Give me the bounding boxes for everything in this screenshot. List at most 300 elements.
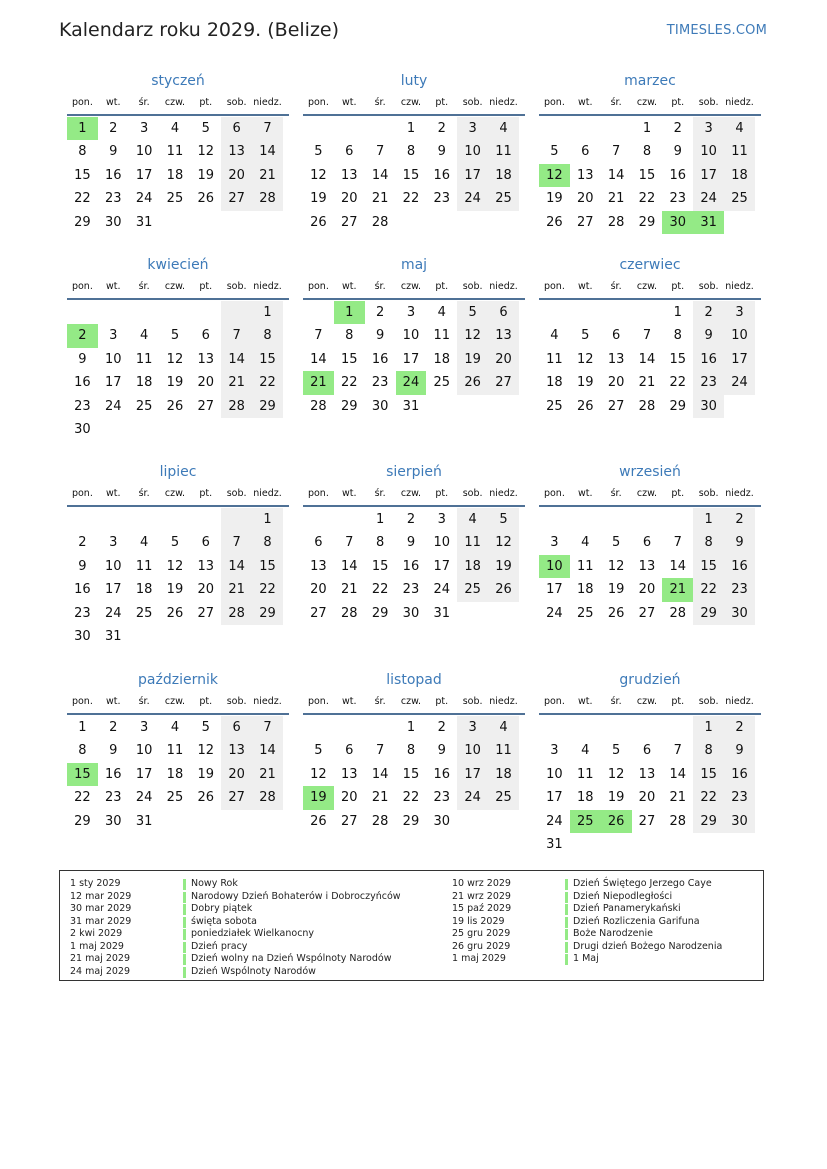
day-cell: 30	[433, 813, 451, 829]
legend-holiday-name: Dobry piątek	[191, 903, 253, 914]
brand-link[interactable]: TIMESLES.COM	[666, 23, 767, 38]
day-cell: 18	[166, 766, 184, 782]
day-cell: 5	[201, 720, 210, 735]
day-cell: 3	[550, 743, 559, 759]
day-cell: 10	[539, 555, 570, 578]
day-cell: 23	[104, 191, 122, 207]
day-cell: 25	[135, 398, 153, 414]
legend-date: 12 mar 2029	[70, 890, 132, 902]
day-cell: 5	[201, 121, 210, 136]
day-cell: 29	[340, 398, 358, 414]
day-cell: 27	[576, 214, 594, 230]
empty-cell	[303, 301, 334, 324]
day-cell: 8	[406, 743, 416, 759]
weekday-label: niedz.	[725, 281, 754, 292]
day-cell: 19	[310, 191, 327, 207]
day-cell: 30	[402, 605, 420, 621]
day-cell: 13	[576, 167, 594, 183]
day-cell: 2	[693, 301, 724, 324]
legend-holiday-name: Dzień pracy	[191, 940, 248, 952]
day-grid	[67, 301, 283, 441]
weekday-label: sob.	[462, 281, 483, 292]
empty-cell	[632, 716, 663, 739]
day-cell: 5	[550, 144, 559, 160]
day-grid	[303, 716, 519, 833]
weekday-label: wt.	[342, 488, 357, 499]
day-cell: 3	[109, 328, 118, 344]
day-cell: 29	[252, 395, 283, 418]
day-cell: 17	[546, 582, 563, 598]
day-cell: 20	[221, 164, 252, 187]
day-cell: 10	[724, 324, 755, 347]
empty-cell	[190, 301, 221, 324]
day-cell: 24	[104, 398, 122, 414]
legend-marker	[565, 879, 568, 890]
day-cell: 8	[673, 328, 682, 344]
page-title: Kalendarz roku 2029. (Belize)	[59, 19, 340, 41]
day-cell: 1	[642, 121, 652, 136]
day-cell: 16	[104, 167, 122, 183]
day-cell: 17	[135, 167, 153, 183]
day-cell: 7	[252, 117, 283, 140]
empty-cell	[221, 301, 252, 324]
day-cell: 28	[221, 395, 252, 418]
day-cell: 26	[546, 214, 563, 230]
day-cell: 20	[340, 191, 358, 207]
legend-row	[442, 953, 722, 966]
day-cell: 31	[104, 628, 122, 644]
day-cell: 29	[74, 214, 91, 230]
day-cell: 22	[252, 371, 283, 394]
day-cell: 27	[310, 605, 327, 621]
empty-cell	[252, 625, 283, 648]
weekday-label: wt.	[578, 696, 593, 707]
day-cell: 22	[74, 790, 91, 806]
empty-cell	[303, 716, 334, 739]
day-cell: 9	[78, 351, 87, 367]
day-cell: 12	[607, 766, 625, 782]
day-cell: 9	[109, 144, 118, 160]
legend-date: 10 wrz 2029	[452, 878, 511, 889]
month-block	[539, 70, 761, 234]
empty-cell	[160, 625, 191, 648]
empty-cell	[601, 301, 632, 324]
empty-cell	[303, 508, 334, 531]
legend-holiday-name: Nowy Rok	[191, 878, 238, 889]
weekday-label: niedz.	[725, 97, 754, 108]
day-cell: 28	[221, 602, 252, 625]
day-cell: 6	[345, 144, 354, 160]
day-cell: 14	[221, 555, 252, 578]
day-cell: 29	[252, 602, 283, 625]
day-cell: 21	[607, 191, 625, 207]
day-cell: 21	[371, 191, 389, 207]
day-cell: 28	[371, 214, 389, 230]
empty-cell	[221, 418, 252, 441]
day-cell: 31	[135, 813, 153, 829]
day-cell: 23	[74, 605, 91, 621]
weekday-label: wt.	[342, 281, 357, 292]
weekday-label: pon.	[71, 281, 93, 292]
day-grid	[539, 716, 755, 856]
legend-date: 25 gru 2029	[452, 928, 511, 939]
month-block	[303, 669, 525, 833]
empty-cell	[488, 810, 519, 833]
day-cell: 19	[488, 555, 519, 578]
day-cell: 8	[252, 324, 283, 347]
weekday-label: śr.	[374, 696, 386, 707]
day-cell: 22	[693, 786, 724, 809]
day-cell: 15	[402, 167, 420, 183]
legend-holiday-name: Drugi dzień Bożego Narodzenia	[573, 940, 723, 952]
weekday-label: wt.	[578, 97, 593, 108]
day-cell: 13	[221, 140, 252, 163]
day-cell: 18	[166, 167, 184, 183]
legend-holiday-name: 1 Maj	[573, 953, 599, 964]
day-cell: 6	[581, 144, 590, 160]
day-cell: 16	[433, 167, 451, 183]
day-cell: 15	[638, 167, 656, 183]
weekday-label: śr.	[374, 97, 386, 108]
legend-date: 30 mar 2029	[70, 903, 132, 914]
empty-cell	[426, 395, 457, 418]
day-cell: 20	[197, 582, 215, 598]
day-cell: 9	[724, 531, 755, 554]
day-cell: 17	[402, 351, 420, 367]
day-cell: 25	[576, 605, 594, 621]
day-cell: 14	[310, 351, 327, 367]
day-cell: 25	[166, 191, 184, 207]
day-cell: 4	[139, 328, 149, 344]
weekday-label: czw.	[636, 281, 658, 292]
day-cell: 30	[104, 214, 122, 230]
day-grid	[67, 716, 283, 833]
day-cell: 26	[601, 810, 632, 833]
day-cell: 10	[402, 328, 420, 344]
day-cell: 11	[135, 558, 153, 574]
weekday-label: śr.	[374, 488, 386, 499]
day-cell: 23	[693, 371, 724, 394]
day-cell: 22	[638, 191, 656, 207]
weekday-header	[67, 92, 289, 116]
day-cell: 4	[139, 535, 149, 551]
day-cell: 30	[693, 395, 724, 418]
empty-cell	[570, 117, 601, 140]
weekday-label: niedz.	[253, 696, 282, 707]
day-cell: 3	[139, 121, 149, 136]
empty-cell	[160, 301, 191, 324]
empty-cell	[457, 602, 488, 625]
day-cell: 1	[252, 508, 283, 531]
day-cell: 23	[74, 398, 91, 414]
day-cell: 17	[104, 375, 122, 391]
day-cell: 9	[693, 324, 724, 347]
legend-marker	[565, 929, 568, 940]
weekday-label: czw.	[400, 488, 422, 499]
empty-cell	[457, 395, 488, 418]
day-cell: 27	[197, 605, 215, 621]
day-cell: 29	[371, 605, 389, 621]
weekday-label: niedz.	[489, 281, 518, 292]
legend-marker	[183, 967, 186, 978]
day-cell: 25	[135, 605, 153, 621]
day-cell: 11	[488, 140, 519, 163]
empty-cell	[190, 508, 221, 531]
day-cell: 3	[550, 535, 559, 551]
day-grid	[303, 117, 519, 234]
day-cell: 10	[135, 743, 153, 759]
day-grid	[67, 117, 283, 234]
day-cell: 25	[488, 187, 519, 210]
day-cell: 20	[638, 790, 656, 806]
day-cell: 14	[638, 351, 656, 367]
day-cell: 21	[303, 371, 334, 394]
day-cell: 23	[724, 578, 755, 601]
day-cell: 24	[457, 187, 488, 210]
day-cell: 26	[457, 371, 488, 394]
day-cell: 18	[433, 351, 451, 367]
day-grid	[303, 301, 519, 418]
legend-row	[442, 916, 722, 929]
weekday-label: czw.	[400, 97, 422, 108]
empty-cell	[693, 833, 724, 856]
weekday-label: niedz.	[253, 488, 282, 499]
weekday-label: śr.	[610, 281, 622, 292]
day-cell: 24	[396, 371, 427, 394]
legend-row	[442, 903, 722, 916]
empty-cell	[252, 211, 283, 234]
empty-cell	[190, 418, 221, 441]
day-cell: 22	[371, 582, 389, 598]
legend-date: 24 maj 2029	[70, 965, 131, 977]
weekday-label: pon.	[543, 281, 565, 292]
day-cell: 25	[570, 810, 601, 833]
day-cell: 13	[488, 324, 519, 347]
empty-cell	[539, 117, 570, 140]
day-cell: 1	[252, 301, 283, 324]
weekday-header	[539, 691, 761, 715]
legend-row	[60, 953, 401, 966]
empty-cell	[160, 508, 191, 531]
empty-cell	[98, 508, 129, 531]
day-cell: 16	[402, 558, 420, 574]
day-cell: 8	[252, 531, 283, 554]
day-cell: 13	[607, 351, 625, 367]
weekday-label: pon.	[307, 488, 329, 499]
day-cell: 27	[638, 605, 656, 621]
day-cell: 23	[669, 191, 687, 207]
day-cell: 9	[673, 144, 682, 160]
day-cell: 6	[221, 117, 252, 140]
day-cell: 4	[724, 117, 755, 140]
day-cell: 26	[576, 398, 594, 414]
day-cell: 16	[433, 766, 451, 782]
day-cell: 25	[166, 790, 184, 806]
empty-cell	[426, 211, 457, 234]
month-name: wrzesień	[619, 464, 681, 480]
empty-cell	[488, 395, 519, 418]
empty-cell	[129, 301, 160, 324]
day-cell: 14	[669, 766, 687, 782]
empty-cell	[724, 211, 755, 234]
weekday-label: pon.	[71, 97, 93, 108]
month-name: styczeń	[151, 73, 205, 89]
day-cell: 11	[166, 144, 184, 160]
day-cell: 17	[104, 582, 122, 598]
empty-cell	[129, 508, 160, 531]
day-cell: 20	[340, 790, 358, 806]
day-cell: 23	[433, 790, 451, 806]
empty-cell	[252, 810, 283, 833]
day-cell: 13	[340, 766, 358, 782]
empty-cell	[601, 833, 632, 856]
month-name: maj	[400, 257, 428, 273]
day-cell: 11	[546, 351, 563, 367]
empty-cell	[662, 833, 693, 856]
empty-cell	[396, 211, 427, 234]
day-cell: 10	[135, 144, 153, 160]
empty-cell	[570, 508, 601, 531]
day-cell: 14	[371, 167, 389, 183]
day-cell: 7	[221, 324, 252, 347]
legend-date: 21 wrz 2029	[452, 890, 511, 902]
weekday-label: sob.	[462, 97, 483, 108]
weekday-label: niedz.	[489, 488, 518, 499]
day-cell: 16	[724, 555, 755, 578]
weekday-label: pon.	[71, 488, 93, 499]
day-cell: 4	[170, 720, 180, 735]
day-cell: 20	[310, 582, 327, 598]
day-cell: 6	[488, 301, 519, 324]
day-cell: 9	[437, 144, 446, 160]
day-cell: 19	[303, 786, 334, 809]
weekday-label: śr.	[610, 696, 622, 707]
weekday-label: pt.	[671, 97, 685, 108]
legend-holiday-name: Dzień Panamerykański	[573, 903, 681, 914]
weekday-header	[67, 691, 289, 715]
weekday-label: wt.	[106, 696, 121, 707]
day-cell: 17	[724, 348, 755, 371]
month-name: marzec	[624, 73, 676, 89]
legend-row	[442, 928, 722, 941]
empty-cell	[570, 716, 601, 739]
day-cell: 27	[607, 398, 625, 414]
day-cell: 12	[166, 558, 184, 574]
day-cell: 31	[433, 605, 451, 621]
weekday-label: śr.	[610, 488, 622, 499]
day-cell: 6	[201, 535, 210, 551]
weekday-label: wt.	[342, 696, 357, 707]
day-cell: 26	[488, 578, 519, 601]
day-grid	[303, 508, 519, 625]
weekday-label: wt.	[342, 97, 357, 108]
weekday-label: pon.	[307, 281, 329, 292]
day-cell: 18	[488, 164, 519, 187]
weekday-label: sob.	[226, 97, 247, 108]
day-cell: 12	[197, 743, 215, 759]
month-block	[539, 461, 761, 625]
empty-cell	[252, 418, 283, 441]
day-cell: 23	[104, 790, 122, 806]
day-cell: 25	[724, 187, 755, 210]
day-cell: 16	[74, 375, 91, 391]
day-cell: 27	[221, 786, 252, 809]
day-cell: 10	[457, 739, 488, 762]
empty-cell	[303, 117, 334, 140]
day-cell: 1	[78, 720, 87, 735]
day-cell: 4	[170, 121, 180, 136]
day-cell: 19	[166, 582, 184, 598]
day-cell: 20	[197, 375, 215, 391]
weekday-label: czw.	[400, 281, 422, 292]
legend-row	[60, 903, 401, 916]
weekday-label: pon.	[71, 696, 93, 707]
day-cell: 15	[693, 555, 724, 578]
day-cell: 22	[340, 375, 358, 391]
weekday-header	[67, 276, 289, 300]
day-cell: 21	[252, 164, 283, 187]
weekday-label: pon.	[307, 97, 329, 108]
weekday-label: wt.	[106, 281, 121, 292]
empty-cell	[98, 301, 129, 324]
day-cell: 13	[638, 766, 656, 782]
empty-cell	[190, 211, 221, 234]
weekday-label: śr.	[374, 281, 386, 292]
day-cell: 9	[724, 739, 755, 762]
weekday-label: pon.	[543, 488, 565, 499]
empty-cell	[632, 301, 663, 324]
day-cell: 7	[673, 535, 682, 551]
month-name: luty	[400, 73, 428, 89]
day-cell: 16	[371, 351, 389, 367]
empty-cell	[67, 508, 98, 531]
legend-holiday-name: poniedziałek Wielkanocny	[191, 928, 315, 939]
empty-cell	[570, 833, 601, 856]
day-cell: 2	[375, 305, 385, 320]
day-cell: 21	[221, 371, 252, 394]
day-cell: 8	[78, 144, 87, 160]
day-cell: 13	[197, 558, 215, 574]
day-cell: 2	[406, 512, 416, 527]
day-grid	[539, 117, 755, 234]
day-cell: 21	[340, 582, 358, 598]
day-cell: 28	[669, 605, 687, 621]
legend-date: 1 sty 2029	[70, 878, 121, 889]
legend-row	[60, 891, 401, 904]
day-cell: 16	[104, 766, 122, 782]
day-cell: 18	[724, 164, 755, 187]
day-cell: 17	[693, 164, 724, 187]
day-cell: 16	[693, 348, 724, 371]
day-cell: 9	[406, 535, 416, 551]
weekday-label: czw.	[164, 488, 186, 499]
legend-row	[60, 928, 401, 941]
legend-row	[60, 941, 401, 954]
month-name: listopad	[386, 672, 442, 688]
day-cell: 1	[334, 301, 365, 324]
legend-marker	[183, 879, 186, 890]
month-block	[67, 461, 289, 648]
empty-cell	[334, 117, 365, 140]
empty-cell	[98, 418, 129, 441]
day-cell: 15	[252, 555, 283, 578]
day-cell: 22	[74, 191, 91, 207]
month-name: październik	[138, 672, 218, 688]
day-cell: 13	[310, 558, 327, 574]
day-cell: 30	[371, 398, 389, 414]
day-cell: 19	[197, 766, 215, 782]
weekday-label: niedz.	[489, 97, 518, 108]
